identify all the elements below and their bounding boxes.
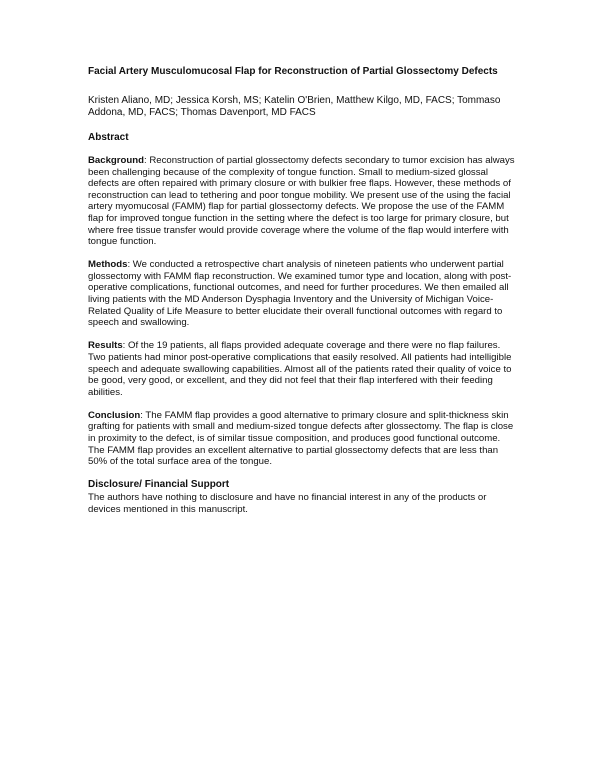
disclosure-heading: Disclosure/ Financial Support: [88, 479, 230, 491]
background-label: Background: [88, 155, 144, 166]
conclusion-text: The FAMM flap provides a good alternative to primary closure and split-thickness skin grafting for patients with small and medium-sized tongue defects after glossectomy. The flap is close in proximity to the defect, is of similar tissue composition, and produces good functional outcome. The FAMM flap provides an excellent alternative to partial glossectomy defects that are less than 50% of the total surface area of the tongue.: [88, 409, 514, 468]
paper-title: Facial Artery Musculomucosal Flap for Reconstruction of Partial Glossectomy Defects: [88, 66, 498, 77]
background-section: Background: Reconstruction of partial glossectomy defects secondary to tumor excision has always been challenging because of the complexity of tongue function. Small to medium-sized glossal defects are often repaired with primary closure or with bulkier free flaps. However, these methods of reconstruction can lead to tethering and poor tongue mobility. We present use of the using the facial artery myomucosal (FAMM) flap for partial glossectomy defects. We propose the use of the FAMM flap for improved tongue function in the setting where the defect is too large for primary closure, but where free tissue transfer would provide coverage where the volume of the flap would interfere with tongue function.: [88, 155, 515, 248]
background-text: Reconstruction of partial glossectomy defects secondary to tumor excision has always been challenging because of the complexity of tongue function. Small to medium-sized glossal defects are often repaired with primary closure or with bulkier free flaps. However, these methods of reconstruction can lead to tethering and poor tongue mobility. We present use of the using the facial artery myomucosal (FAMM) flap for partial glossectomy defects. We propose the use of the FAMM flap for improved tongue function in the setting where the defect is too large for primary closure, but where free tissue transfer would provide coverage where the volume of the flap would interfere with tongue function.: [88, 155, 515, 248]
results-section: Results: Of the 19 patients, all flaps provided adequate coverage and there were no flap failures. Two patients had minor post-operative complications that easily resolved. All patients had intelligible speech and adequate swallowing capabilities. Almost all of the patients rated their quality of voice to be good, very good, or excellent, and they did not feel that their flap interfered with their feeding abilities.: [88, 340, 512, 398]
methods-text: We conducted a retrospective chart analysis of nineteen patients who underwent partial glossectomy with FAMM flap reconstruction. We examined tumor type and location, along with post-operative complications, functional outcomes, and need for further procedures. We then emailed all living patients with the MD Anderson Dysphagia Inventory and the University of Michigan Voice-Related Quality of Life Measure to better elucidate their overall functional outcomes with regard to speech and swallowing.: [88, 259, 512, 329]
disclosure-text: The authors have nothing to disclosure and have no financial interest in any of the products or devices mentioned in this manuscript.: [88, 492, 487, 515]
conclusion-label: Conclusion: [88, 409, 141, 421]
document-page: [88, 66, 518, 515]
methods-section: Methods: We conducted a retrospective chart analysis of nineteen patients who underwent partial glossectomy with FAMM flap reconstruction. We examined tumor type and location, along with post-operative complications, functional outcomes, and need for further procedures. We then emailed all living patients with the MD Anderson Dysphagia Inventory and the University of Michigan Voice-Related Quality of Life Measure to better elucidate their overall functional outcomes with regard to speech and swallowing.: [88, 259, 512, 329]
abstract-heading: Abstract: [88, 132, 129, 143]
conclusion-section: Conclusion: The FAMM flap provides a good alternative to primary closure and split-thickness skin grafting for patients with small and medium-sized tongue defects after glossectomy. The flap is close in proximity to the defect, is of similar tissue composition, and produces good functional outcome. The FAMM flap provides an excellent alternative to partial glossectomy defects that are less than 50% of the total surface area of the tongue.: [88, 409, 514, 468]
results-label: Results: [88, 340, 123, 352]
results-text: Of the 19 patients, all flaps provided adequate coverage and there were no flap failures. Two patients had minor post-operative complications that easily resolved. All patients had intelligible speech and adequate swallowing capabilities. Almost all of the patients rated their quality of voice to be good, very good, or excellent, and they did not feel that their flap interfered with their feeding abilities.: [88, 340, 512, 398]
author-list: Kristen Aliano, MD; Jessica Korsh, MS; Katelin O'Brien, Matthew Kilgo, MD, FACS; Tommaso Addona, MD, FACS; Thomas Davenport, MD FACS: [88, 95, 501, 118]
methods-label: Methods: [88, 259, 128, 271]
